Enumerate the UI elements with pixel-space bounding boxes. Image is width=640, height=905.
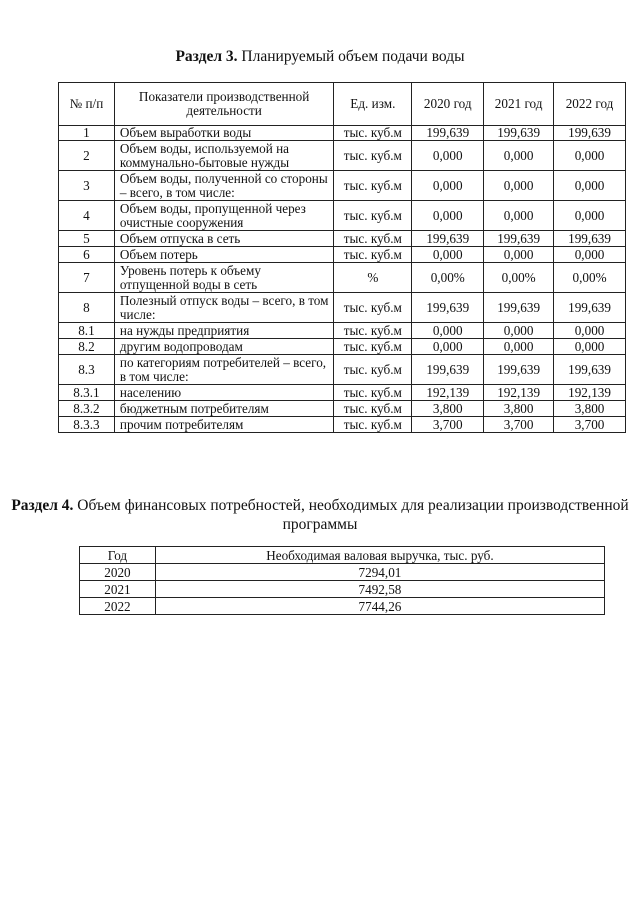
row-number: 8 xyxy=(59,293,115,323)
row-2022: 0,000 xyxy=(554,201,626,231)
row-indicator: Объем воды, полученной со стороны – всего, в том числе: xyxy=(114,171,333,201)
row-indicator: прочим потребителям xyxy=(114,417,333,433)
row-indicator: Объем воды, пропущенной через очистные сооружения xyxy=(114,201,333,231)
header-revenue: Необходимая валовая выручка, тыс. руб. xyxy=(155,547,604,564)
section3-table xyxy=(58,82,626,433)
row-indicator: бюджетным потребителям xyxy=(114,401,333,417)
header-2022: 2022 год xyxy=(554,83,626,126)
row-unit: тыс. куб.м xyxy=(334,355,412,385)
table-row xyxy=(59,247,626,263)
header-indicator: Показатели производственной деятельности xyxy=(114,83,333,126)
row-indicator: Объем потерь xyxy=(114,247,333,263)
row-unit: тыс. куб.м xyxy=(334,201,412,231)
table-row xyxy=(80,581,605,598)
row-2020: 199,639 xyxy=(412,126,484,141)
row-2022: 3,700 xyxy=(554,417,626,433)
row-2022: 0,000 xyxy=(554,247,626,263)
row-2021: 199,639 xyxy=(484,126,554,141)
row-unit: тыс. куб.м xyxy=(334,339,412,355)
table-row xyxy=(59,339,626,355)
table-row xyxy=(59,141,626,171)
row-year: 2021 xyxy=(80,581,156,598)
section4-label: Раздел 4. xyxy=(11,497,74,514)
row-2020: 0,000 xyxy=(412,323,484,339)
row-2020: 192,139 xyxy=(412,385,484,401)
row-year: 2022 xyxy=(80,598,156,615)
row-2022: 192,139 xyxy=(554,385,626,401)
section3-title-text: Планируемый объем подачи воды xyxy=(237,48,465,65)
row-number: 1 xyxy=(59,126,115,141)
row-2020: 0,000 xyxy=(412,201,484,231)
section3-label: Раздел 3. xyxy=(175,48,238,65)
section3-header-row xyxy=(59,83,626,126)
row-2021: 192,139 xyxy=(484,385,554,401)
row-unit: тыс. куб.м xyxy=(334,293,412,323)
row-2020: 3,800 xyxy=(412,401,484,417)
section4-title xyxy=(0,496,640,534)
row-2022: 0,000 xyxy=(554,339,626,355)
row-number: 4 xyxy=(59,201,115,231)
row-indicator: по категориям потребителей – всего, в том числе: xyxy=(114,355,333,385)
row-2021: 3,800 xyxy=(484,401,554,417)
row-2022: 199,639 xyxy=(554,293,626,323)
row-2020: 199,639 xyxy=(412,355,484,385)
row-indicator: Уровень потерь к объему отпущенной воды в сеть xyxy=(114,263,333,293)
header-unit: Ед. изм. xyxy=(334,83,412,126)
row-revenue: 7294,01 xyxy=(155,564,604,581)
row-unit: тыс. куб.м xyxy=(334,417,412,433)
table-row xyxy=(59,263,626,293)
row-indicator: Объем воды, используемой на коммунально-бытовые нужды xyxy=(114,141,333,171)
row-unit: тыс. куб.м xyxy=(334,385,412,401)
table-row xyxy=(59,355,626,385)
row-2021: 0,000 xyxy=(484,247,554,263)
row-indicator: населению xyxy=(114,385,333,401)
row-2022: 199,639 xyxy=(554,126,626,141)
table-row xyxy=(59,171,626,201)
row-2020: 199,639 xyxy=(412,293,484,323)
row-2021: 199,639 xyxy=(484,293,554,323)
row-number: 2 xyxy=(59,141,115,171)
row-2020: 0,00% xyxy=(412,263,484,293)
row-2020: 3,700 xyxy=(412,417,484,433)
row-year: 2020 xyxy=(80,564,156,581)
row-revenue: 7744,26 xyxy=(155,598,604,615)
row-indicator: Объем выработки воды xyxy=(114,126,333,141)
table-row xyxy=(59,417,626,433)
row-2021: 0,000 xyxy=(484,201,554,231)
row-2020: 0,000 xyxy=(412,339,484,355)
row-2022: 0,000 xyxy=(554,141,626,171)
section4-title-text: Объем финансовых потребностей, необходимых для реализации производственной программы xyxy=(73,497,629,533)
section4-table-body xyxy=(80,564,605,615)
row-indicator: Объем отпуска в сеть xyxy=(114,231,333,247)
table-row xyxy=(59,231,626,247)
row-2021: 0,00% xyxy=(484,263,554,293)
row-2021: 0,000 xyxy=(484,339,554,355)
row-unit: тыс. куб.м xyxy=(334,126,412,141)
row-number: 8.2 xyxy=(59,339,115,355)
section3-title xyxy=(0,48,640,66)
row-2022: 0,000 xyxy=(554,323,626,339)
row-revenue: 7492,58 xyxy=(155,581,604,598)
header-number: № п/п xyxy=(59,83,115,126)
section3-table-body xyxy=(59,126,626,433)
row-2022: 3,800 xyxy=(554,401,626,417)
row-unit: % xyxy=(334,263,412,293)
row-number: 5 xyxy=(59,231,115,247)
row-indicator: другим водопроводам xyxy=(114,339,333,355)
row-number: 6 xyxy=(59,247,115,263)
header-2020: 2020 год xyxy=(412,83,484,126)
row-2020: 0,000 xyxy=(412,247,484,263)
row-number: 8.3.1 xyxy=(59,385,115,401)
table-row xyxy=(59,201,626,231)
row-number: 8.3 xyxy=(59,355,115,385)
row-unit: тыс. куб.м xyxy=(334,247,412,263)
section4-table xyxy=(79,546,605,615)
row-unit: тыс. куб.м xyxy=(334,141,412,171)
row-2022: 199,639 xyxy=(554,355,626,385)
row-2022: 0,00% xyxy=(554,263,626,293)
row-unit: тыс. куб.м xyxy=(334,171,412,201)
row-2020: 199,639 xyxy=(412,231,484,247)
table-row xyxy=(59,385,626,401)
table-row xyxy=(59,323,626,339)
row-2020: 0,000 xyxy=(412,171,484,201)
row-2021: 199,639 xyxy=(484,231,554,247)
row-indicator: Полезный отпуск воды – всего, в том числе: xyxy=(114,293,333,323)
row-unit: тыс. куб.м xyxy=(334,231,412,247)
row-2022: 0,000 xyxy=(554,171,626,201)
row-number: 3 xyxy=(59,171,115,201)
row-number: 8.3.2 xyxy=(59,401,115,417)
section4-header-row xyxy=(80,547,605,564)
row-2021: 0,000 xyxy=(484,323,554,339)
row-unit: тыс. куб.м xyxy=(334,323,412,339)
row-2021: 0,000 xyxy=(484,171,554,201)
row-indicator: на нужды предприятия xyxy=(114,323,333,339)
row-number: 7 xyxy=(59,263,115,293)
row-2021: 199,639 xyxy=(484,355,554,385)
row-2022: 199,639 xyxy=(554,231,626,247)
header-year: Год xyxy=(80,547,156,564)
row-2021: 3,700 xyxy=(484,417,554,433)
table-row xyxy=(80,598,605,615)
row-unit: тыс. куб.м xyxy=(334,401,412,417)
row-number: 8.1 xyxy=(59,323,115,339)
row-2020: 0,000 xyxy=(412,141,484,171)
row-number: 8.3.3 xyxy=(59,417,115,433)
table-row xyxy=(59,401,626,417)
header-2021: 2021 год xyxy=(484,83,554,126)
row-2021: 0,000 xyxy=(484,141,554,171)
table-row xyxy=(59,126,626,141)
table-row xyxy=(80,564,605,581)
table-row xyxy=(59,293,626,323)
